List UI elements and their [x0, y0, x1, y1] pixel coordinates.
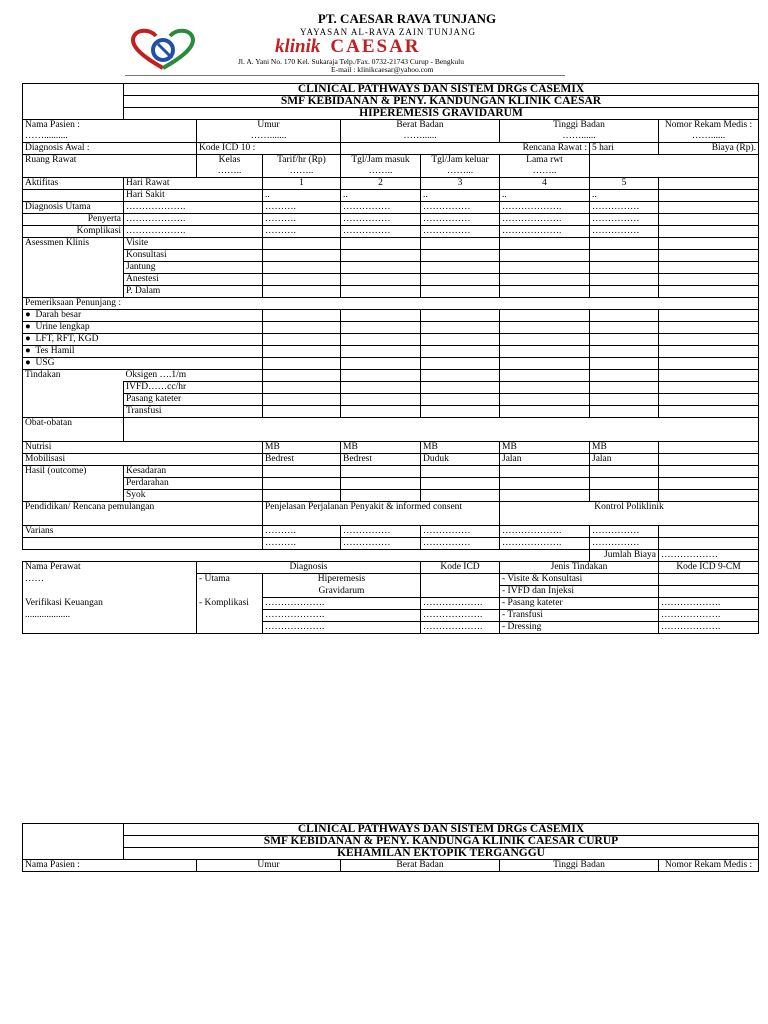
- weight-label: Berat Badan: [341, 120, 500, 132]
- main-diagnosis-value[interactable]: ……………….: [124, 202, 263, 214]
- icd-code-header: Kode ICD: [421, 562, 500, 574]
- los-label: Lama rwt: [500, 155, 590, 167]
- nutrition-day-1: MB: [263, 442, 341, 454]
- patient-name-label: Nama Pasien :: [23, 120, 197, 132]
- nutrition-day-5: MB: [590, 442, 659, 454]
- nutrition-day-4: MB: [500, 442, 590, 454]
- form2-title: CLINICAL PATHWAYS DAN SISTEM DRGs CASEMIX: [124, 824, 759, 836]
- support-exam-label: Pemeriksaan Penunjang :: [23, 298, 759, 310]
- clinic-logo: [128, 28, 198, 72]
- clinic-wordmark: [275, 36, 421, 58]
- room-row: [23, 155, 759, 167]
- assessment-label: Asessmen Klinis: [23, 238, 124, 298]
- outcome-label: Hasil (outcome): [23, 466, 124, 502]
- activity-label: Aktifitas: [23, 178, 124, 190]
- outcome-bleeding: Perdarahan: [124, 478, 263, 490]
- explanation-label: Penjelasan Perjalanan Penyakit & informed consent: [263, 502, 500, 526]
- initial-diagnosis-label: Diagnosis Awal :: [23, 143, 197, 155]
- mobilization-day-3: Duduk: [421, 454, 500, 466]
- sick-day-label: Hari Sakit: [124, 190, 263, 202]
- mobilization-day-4: Jalan: [500, 454, 590, 466]
- day-4: 4: [500, 178, 590, 190]
- complication-value[interactable]: ……………….: [124, 226, 263, 238]
- sick-day-5[interactable]: ..: [590, 190, 659, 202]
- main-diagnosis-row: Diagnosis Utama ………………. ………. …………… …………… ………………. ……………: [23, 202, 759, 214]
- los-value[interactable]: ……..: [500, 166, 590, 178]
- nurse-row: [23, 562, 759, 574]
- header-divider: [125, 75, 565, 76]
- outcome-consciousness: Kesadaran: [124, 466, 263, 478]
- support-exam-item: ● USG: [23, 358, 263, 370]
- total-cost-value[interactable]: ………………: [659, 550, 759, 562]
- complication-dash-label: - Komplikasi: [197, 598, 263, 610]
- main-diagnosis-label: Diagnosis Utama: [23, 202, 124, 214]
- height-value[interactable]: ……......: [500, 131, 659, 143]
- procedure-transfusi: - Transfusi: [500, 610, 659, 622]
- icd9-code-header: Kode ICD 9-CM: [659, 562, 759, 574]
- day-5: 5: [590, 178, 659, 190]
- form-diagnosis-title: HIPEREMESIS GRAVIDARUM: [124, 108, 759, 120]
- medication-label: Obat-obatan: [23, 418, 124, 442]
- mobilization-label: Mobilisasi: [23, 454, 263, 466]
- outcome-row: [23, 466, 759, 478]
- company-name: PT. CAESAR RAVA TUNJANG: [317, 11, 497, 26]
- clinic-name: CAESAR: [330, 36, 421, 57]
- clinic-word: klinik: [275, 36, 321, 57]
- procedure-ivfd: IVFD……cc/hr: [124, 382, 263, 394]
- comorbidity-value[interactable]: ……………….: [124, 214, 263, 226]
- tariff-label: Tarif/hr (Rp): [263, 155, 341, 167]
- main-diag-name-2: Gravidarum: [263, 586, 421, 598]
- education-row: [23, 502, 759, 526]
- support-exam-item: ● Tes Hamil: [23, 346, 263, 358]
- clinic-email: E-mail : klinikcaesar@yahoo.com: [331, 65, 434, 74]
- mrn-value[interactable]: ……......: [659, 131, 759, 143]
- plan-value: 5 hari: [590, 143, 659, 155]
- support-exam-item: ● Darah besar: [23, 310, 263, 322]
- foundation-name: YAYASAN AL-RAVA ZAIN TUNJANG: [300, 27, 476, 37]
- form2-height-label: Tinggi Badan: [500, 860, 659, 872]
- form2-diagnosis-title: KEHAMILAN EKTOPIK TERGANGGU: [124, 848, 759, 860]
- medication-row: [23, 418, 759, 442]
- complication-label: Komplikasi: [23, 226, 124, 238]
- form2-mrn-label: Nomor Rekam Medis :: [659, 860, 759, 872]
- assessment-konsultasi: Konsultasi: [124, 250, 263, 262]
- age-label: Umur: [197, 120, 341, 132]
- nutrition-row: [23, 442, 759, 454]
- care-day-label: Hari Rawat: [124, 178, 263, 190]
- procedure-transfusion: Transfusi: [124, 406, 263, 418]
- admit-value[interactable]: ……..: [341, 166, 421, 178]
- diagnosis-initial-row: [23, 143, 759, 155]
- day-3: 3: [421, 178, 500, 190]
- clinical-pathway-form-2: [22, 823, 759, 872]
- procedure-oxygen: Oksigen ….1/m: [124, 370, 263, 382]
- room-label: Ruang Rawat: [23, 155, 197, 167]
- procedure-label: Tindakan: [23, 370, 124, 418]
- form-title: CLINICAL PATHWAYS DAN SISTEM DRGs CASEMIX: [124, 84, 759, 96]
- assessment-visite: Visite: [124, 238, 263, 250]
- outcome-shock: Syok: [124, 490, 263, 502]
- procedure-type-header: Jenis Tindakan: [500, 562, 659, 574]
- procedure-catheter: Pasang kateter: [124, 394, 263, 406]
- main-diag-name-1: Hiperemesis: [263, 574, 421, 586]
- form2-weight-label: Berat Badan: [341, 860, 500, 872]
- support-exam-row: [23, 298, 759, 310]
- assessment-anestesi: Anestesi: [124, 274, 263, 286]
- polyclinic-control-label: Kontrol Poliklinik: [500, 502, 759, 526]
- comorbidity-label: Penyerta: [23, 214, 124, 226]
- support-exam-item: ● LFT, RFT, KGD: [23, 334, 263, 346]
- nutrition-day-2: MB: [341, 442, 421, 454]
- form-subtitle: SMF KEBIDANAN & PENY. KANDUNGAN KLINIK CAESAR: [124, 96, 759, 108]
- diagnosis-header: Diagnosis: [197, 562, 421, 574]
- nutrition-label: Nutrisi: [23, 442, 263, 454]
- mobilization-day-2: Bedrest: [341, 454, 421, 466]
- class-label: Kelas: [197, 155, 263, 167]
- assessment-jantung: Jantung: [124, 262, 263, 274]
- mrn-label: Nomor Rekam Medis :: [659, 120, 759, 132]
- discharge-label: Tgl/Jam keluar: [421, 155, 500, 167]
- mobilization-day-1: Bedrest: [263, 454, 341, 466]
- form2-subtitle: SMF KEBIDANAN & PENY. KANDUNGA KLINIK CAESAR CURUP: [124, 836, 759, 848]
- mobilization-day-5: Jalan: [590, 454, 659, 466]
- admit-label: Tgl/Jam masuk: [341, 155, 421, 167]
- procedure-dressing: - Dressing: [500, 622, 659, 634]
- patient-row: [23, 120, 759, 132]
- day-1: 1: [263, 178, 341, 190]
- clinic-address: Jl. A. Yani No. 170 Kel. Sukaraja Telp./Fax. 0732-21743 Curup - Bengkulu: [238, 57, 464, 66]
- finance-verification-value[interactable]: ...................: [23, 610, 197, 622]
- activity-row: [23, 178, 759, 190]
- procedure-ivfd-injection: - IVFD dan Injeksi: [500, 586, 659, 598]
- procedure-visite: - Visite & Konsultasi: [500, 574, 659, 586]
- assessment-row: [23, 238, 759, 250]
- nurse-label: Nama Perawat: [23, 562, 197, 574]
- clinical-pathway-form-1: CLINICAL PATHWAYS DAN SISTEM DRGs CASEMIX SMF KEBIDANAN & PENY. KANDUNGAN KLINIK CAESAR HIPEREMESIS GRAVIDARUM Nama Pasien : Umur Berat Badan Tinggi Badan Nomor Rekam Medis : …….......... ……....... ……...... ……...... ……...... Diagnosis Awal : Kode ICD 10 : Rencana Rawat : 5 hari Biaya (Rp). Ruang Rawat Kelas Tarif/hr (Rp) Tgl/Jam masuk Tgl/Jam keluar Lama rwt …….. …….. …….. ……... …….. Aktifitas Hari Rawat 1 2 3 4 5 Hari Sakit .. .. .. .. .. Diagnosis Utama ………………. ………. …………… …………… ………………. …………… Penyerta ………………. ………. …………… …………… ………………. …………… Komplikasi ………………. ………. …………… …………… ………………. …………… Asessmen Klinis Visite Konsultasi Jantung Anestesi P. Dalam Pemeriksaan Penunjang : ● Darah besar ● Urine lengkap ● LFT, RFT, KGD ● Tes Hamil ● USG Tindakan Oksigen ….1/m IVFD……cc/hr Pasang kateter Transfusi Obat-obatan Nutrisi MB MB MB MB MB Mobilisasi Bedrest Bedrest Duduk Jalan Jalan Hasil (outcome) Kesadaran Perdarahan Syok Pendidikan/ Rencana pemulangan Penjelasan Perjalanan Penyakit & informed consent Kontrol Poliklinik Varians ………. …………… …………… ………………. …………… ………. …………… …………… ………………. …………… Jumlah Biaya ……………… Nama Perawat Diagnosis Kode ICD Jenis Tindakan Kode ICD 9-CM …… - Utama Hiperemesis - Visite & Konsultasi Gravidarum - IVFD dan Injeksi Verifikasi Keuangan - Komplikasi ………………. ………………. - Pasang kateter ………………. ................... ………………. ………………. - Transfusi ………………. ………………. ………………. - Dressing ……………….: [22, 83, 759, 634]
- mobilization-row: [23, 454, 759, 466]
- class-value[interactable]: ……..: [197, 166, 263, 178]
- day-2: 2: [341, 178, 421, 190]
- icd10-label: Kode ICD 10 :: [197, 143, 341, 155]
- variance-row: Varians ………. …………… …………… ………………. ……………: [23, 526, 759, 538]
- form-title-row: [23, 84, 759, 96]
- assessment-p-dalam: P. Dalam: [124, 286, 263, 298]
- form2-age-label: Umur: [197, 860, 341, 872]
- tariff-value[interactable]: ……..: [263, 166, 341, 178]
- procedure-row: [23, 370, 759, 382]
- sick-day-4[interactable]: ..: [500, 190, 590, 202]
- education-label: Pendidikan/ Rencana pemulangan: [23, 502, 263, 526]
- sick-day-1[interactable]: ..: [263, 190, 341, 202]
- nutrition-day-3: MB: [421, 442, 500, 454]
- sick-day-2[interactable]: ..: [341, 190, 421, 202]
- cost-label: Biaya (Rp).: [659, 143, 759, 155]
- total-cost-row: [23, 550, 759, 562]
- support-exam-item: ● Urine lengkap: [23, 322, 263, 334]
- total-cost-label: Jumlah Biaya: [590, 550, 659, 562]
- weight-value[interactable]: ……......: [341, 131, 500, 143]
- age-value[interactable]: …….......: [197, 131, 341, 143]
- height-label: Tinggi Badan: [500, 120, 659, 132]
- procedure-pasang-kateter: - Pasang kateter: [500, 598, 659, 610]
- variance-label: Varians: [23, 526, 263, 538]
- discharge-value[interactable]: ……...: [421, 166, 500, 178]
- sick-day-3[interactable]: ..: [421, 190, 500, 202]
- patient-name-value[interactable]: ……..........: [23, 131, 197, 143]
- main-diag-label: - Utama: [197, 574, 263, 586]
- plan-label: Rencana Rawat :: [341, 143, 590, 155]
- form2-patient-name-label: Nama Pasien :: [23, 860, 197, 872]
- nurse-value[interactable]: ……: [23, 574, 197, 586]
- finance-verification-label: Verifikasi Keuangan: [23, 598, 197, 610]
